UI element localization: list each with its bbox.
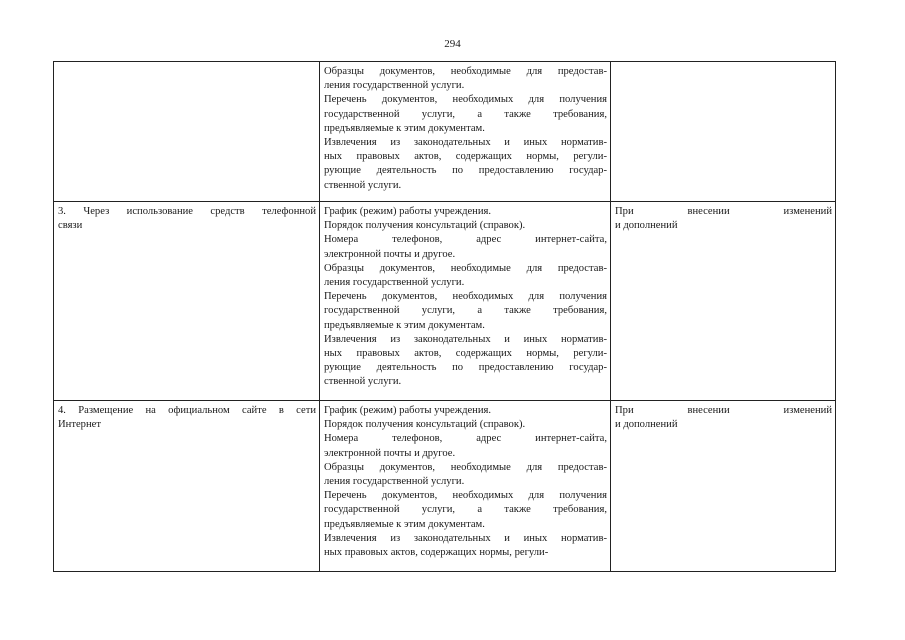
content-text-line: ственной услуги.	[324, 376, 402, 388]
content-paragraph	[324, 532, 607, 560]
content-paragraph	[324, 489, 607, 532]
frequency-text-line: При внесении изменений	[615, 206, 832, 217]
method-cell	[54, 202, 320, 401]
content-text-line: График (режим) работы учреждения.	[324, 405, 492, 416]
frequency-cell	[611, 202, 836, 401]
method-text-line: 4. Размещение на официальном сайте в сети	[58, 405, 316, 416]
content-text-line: Перечень документов, необходимых для получения	[324, 490, 607, 502]
content-text-line: График (режим) работы учреждения.	[324, 206, 492, 217]
frequency-cell	[611, 401, 836, 572]
content-text-line: Порядок получения консультаций (справок).	[324, 220, 526, 232]
content-paragraph	[324, 461, 607, 489]
method-text-line: 3. Через использование средств телефонной	[58, 206, 316, 217]
frequency-text-line: и дополнений	[615, 419, 678, 431]
content-cell	[320, 401, 611, 572]
content-text-line: ления государственной услуги.	[324, 476, 465, 488]
content-text-line: ных правовых актов, содержащих нормы, регули-	[324, 151, 607, 163]
content-text-line: Образцы документов, необходимые для предостав-	[324, 262, 607, 274]
content-paragraph	[324, 333, 607, 390]
content-text-line: Номера телефонов, адрес интернет-сайта,	[324, 234, 607, 246]
page-number: 294	[444, 38, 461, 50]
content-text-line: Образцы документов, необходимые для предостав-	[324, 66, 607, 77]
table-row	[54, 62, 836, 202]
content-text-line: ных правовых актов, содержащих нормы, регули-	[324, 547, 549, 559]
content-paragraph	[324, 93, 607, 136]
content-text-line: ления государственной услуги.	[324, 277, 465, 289]
content-paragraph	[324, 136, 607, 193]
content-paragraph	[324, 65, 607, 93]
content-text-line: рующие деятельность по предоставлению государ-	[324, 362, 607, 374]
content-text-line: Перечень документов, необходимых для получения	[324, 291, 607, 303]
content-text-line: ных правовых актов, содержащих нормы, регули-	[324, 348, 607, 360]
content-paragraph	[324, 418, 607, 432]
content-paragraph	[324, 432, 607, 460]
content-paragraph	[324, 404, 607, 418]
method-text-line: Интернет	[58, 419, 101, 431]
content-text-line: Номера телефонов, адрес интернет-сайта,	[324, 433, 607, 445]
information-methods-table	[53, 61, 836, 572]
content-text-line: предъявляемые к этим документам.	[324, 518, 485, 530]
content-text-line: Извлечения из законодательных и иных норматив-	[324, 532, 607, 544]
content-paragraph	[324, 233, 607, 261]
content-text-line: предъявляемые к этим документам.	[324, 319, 485, 331]
content-paragraph	[324, 262, 607, 290]
table-row	[54, 202, 836, 401]
content-text-line: электронной почты и другое.	[324, 248, 456, 260]
frequency-text-line: При внесении изменений	[615, 405, 832, 416]
content-text-line: Извлечения из законодательных и иных норматив-	[324, 333, 607, 345]
method-cell	[54, 401, 320, 572]
content-text-line: Образцы документов, необходимые для предостав-	[324, 461, 607, 473]
content-text-line: Порядок получения консультаций (справок).	[324, 419, 526, 431]
content-text-line: государственной услуги, а также требования,	[324, 504, 607, 516]
content-paragraph	[324, 205, 607, 219]
content-text-line: Перечень документов, необходимых для получения	[324, 94, 607, 106]
content-text-line: ления государственной услуги.	[324, 80, 465, 92]
frequency-text-line: и дополнений	[615, 220, 678, 232]
frequency-cell	[611, 62, 836, 202]
content-text-line: электронной почты и другое.	[324, 447, 456, 459]
method-text-line: связи	[58, 220, 83, 232]
content-text-line: Извлечения из законодательных и иных норматив-	[324, 137, 607, 149]
content-text-line: государственной услуги, а также требования,	[324, 305, 607, 317]
content-paragraph	[324, 290, 607, 333]
content-text-line: ственной услуги.	[324, 179, 402, 191]
table-row	[54, 401, 836, 572]
content-cell	[320, 202, 611, 401]
content-text-line: рующие деятельность по предоставлению государ-	[324, 165, 607, 177]
method-cell	[54, 62, 320, 202]
content-text-line: предъявляемые к этим документам.	[324, 122, 485, 134]
content-cell	[320, 62, 611, 202]
content-text-line: государственной услуги, а также требования,	[324, 108, 607, 120]
content-paragraph	[324, 219, 607, 233]
